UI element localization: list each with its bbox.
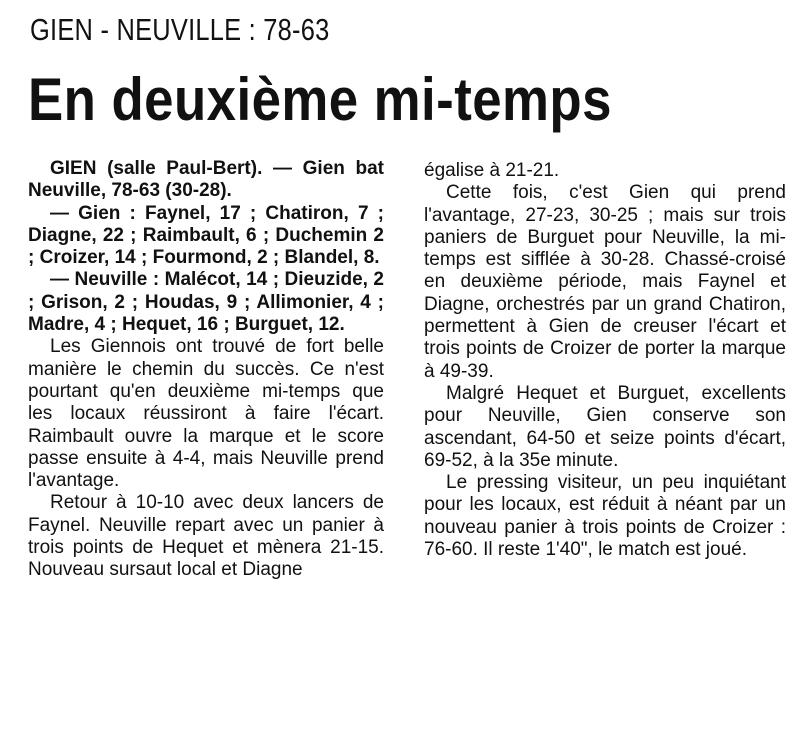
- left-column: [28, 158, 384, 582]
- paragraph-neuville-scorers: — Neuville : Malécot, 14 ; Dieuzide, 2 ; Grison, 2 ; Houdas, 9 ; Allimonier, 4 ; Madre, 4 ; Hequet, 16 ; Burguet, 12.: [28, 269, 384, 336]
- paragraph-body: Malgré Hequet et Burguet, excellents pour Neuville, Gien conserve son ascendant, 64-50 et seize points d'écart, 69-52, à la 35e minute.: [424, 382, 786, 471]
- paragraph-body: Retour à 10-10 avec deux lancers de Faynel. Neuville repart avec un panier à trois points de Hequet et mènera 21-15. Nouveau sursaut local et Diagne: [28, 492, 384, 581]
- right-column: [424, 158, 786, 561]
- paragraph-body: Le pressing visiteur, un peu inquiétant pour les locaux, est réduit à néant par un nouveau panier à trois points de Croizer : 76-60. Il reste 1'40", le match est joué.: [424, 472, 786, 561]
- paragraph-body: Cette fois, c'est Gien qui prend l'avantage, 27-23, 30-25 ; mais sur trois paniers de Burguet pour Neuville, la mi-temps est sifflée à 30-28. Chassé-croisé en deuxième période, mais Faynel et Diagne, orchestrés par un grand Chatiron, permettent à Gien de creuser l'écart et trois points de Croizer de porter la marque à 49-39.: [424, 182, 786, 382]
- paragraph-result: GIEN (salle Paul-Bert). — Gien bat Neuville, 78-63 (30-28).: [28, 158, 384, 202]
- paragraph-gien-scorers: — Gien : Faynel, 17 ; Chatiron, 7 ; Diagne, 22 ; Raimbault, 6 ; Duchemin 2 ; Croizer, 14 ; Fourmond, 2 ; Blandel, 8.: [28, 202, 384, 269]
- article-headline: En deuxième mi-temps: [28, 66, 612, 133]
- match-score-kicker: GIEN - NEUVILLE : 78-63: [30, 12, 330, 47]
- paragraph-continuation: égalise à 21-21.: [424, 160, 560, 181]
- paragraph-body: Les Giennois ont trouvé de fort belle manière le chemin du succès. Ce n'est pourtant qu'en deuxième mi-temps que les locaux réussiront à faire l'écart. Raimbault ouvre la marque et le score passe ensuite à 4-4, mais Neuville prend l'avantage.: [28, 336, 384, 492]
